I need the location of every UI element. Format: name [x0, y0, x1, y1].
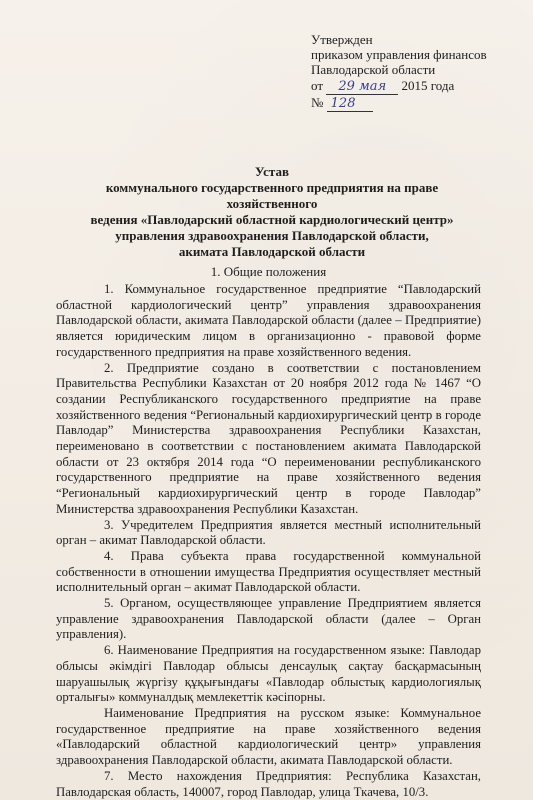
title-line-4: управления здравоохранения Павлодарской области,	[115, 228, 429, 243]
section-title: 1. Общие положения	[210, 264, 327, 279]
year-text: 2015 года	[401, 77, 455, 93]
number-label: №	[311, 94, 324, 110]
title-line-5: акимата Павлодарской области	[178, 244, 366, 259]
paragraph: 2. Предприятие создано в соответствии с постановлением Правительства Республики Казахстан от 20 ноября 2012 года № 1467 “О создании Республиканского государственного предприятие на праве хозяйственного ведения “Региональный кардиохирургический центр в городе Павлодар” Министерства здравоохранения Республики Казахстан, переименовано в соответствии с постановлением акимата Павлодарской области от 23 октября 2014 года “О переименовании республиканского государственного предприятие на праве хозяйственного ведения “Региональный кардиохирургический центр в городе Павлодар” Министерства здравоохранения Республики Казахстан.	[56, 360, 481, 516]
paragraph: 3. Учредителем Предприятия является местный исполнительный орган – акимат Павлодарской области.	[56, 517, 481, 548]
title-line-1: Устав	[255, 164, 289, 179]
paragraph: 1. Коммунальное государственное предприятие “Павлодарский областной кардиологический центр” управления здравоохранения Павлодарской области, акимата Павлодарской области (далее – Предприятие) является юридическим лицом в организационно - правовой форме государственного предприятия на праве хозяйственного ведения.	[56, 282, 481, 359]
handwritten-number: 128	[327, 96, 373, 112]
paragraph: 7. Место нахождения Предприятия: Республика Казахстан, Павлодарская область, 140007, город Павлодар, улица Ткачева, 10/3.	[56, 768, 481, 799]
title-line-3: ведения «Павлодарский областной кардиологический центр»	[90, 212, 454, 227]
handwritten-date: 29 мая	[326, 79, 398, 95]
approval-line-3: Павлодарской области	[311, 62, 436, 78]
paragraph: 4. Права субъекта права государственной коммунальной собственности в отношении имущества Предприятия осуществляет местный исполнительный орган – акимат Павлодарской области.	[56, 548, 481, 595]
approval-line-1: Утвержден	[311, 32, 373, 47]
title-line-2: коммунального государственного предприятия на праве хозяйственного	[105, 180, 439, 211]
approval-number-line	[311, 95, 526, 112]
approval-stamp-block	[311, 32, 526, 112]
paragraph: Наименование Предприятия на русском языке: Коммунальное государственное предприятие на праве хозяйственного ведения «Павлодарский областной кардиологический центр» управления здравоохранения Павлодарской области, акимата Павлодарской области.	[56, 705, 481, 768]
from-label: от	[311, 77, 324, 93]
document-title	[62, 164, 482, 260]
document-body	[56, 282, 481, 800]
paragraph: 5. Органом, осуществляющее управление Предприятием является управление здравоохранения Павлодарской области (далее – Орган управления).	[56, 596, 481, 642]
paragraph: 6. Наименование Предприятия на государственном языке: Павлодар облысы әкімдігі Павлодар облысы денсаулық сақтау басқармасының шаруашылық жүргізу құқығындағы «Павлодар облыстық кардиологиялық орталығы» коммуналдық мемлекеттік кәсіпорны.	[56, 643, 481, 705]
approval-date-line	[311, 78, 526, 95]
approval-line-2: приказом управления финансов	[311, 47, 487, 63]
